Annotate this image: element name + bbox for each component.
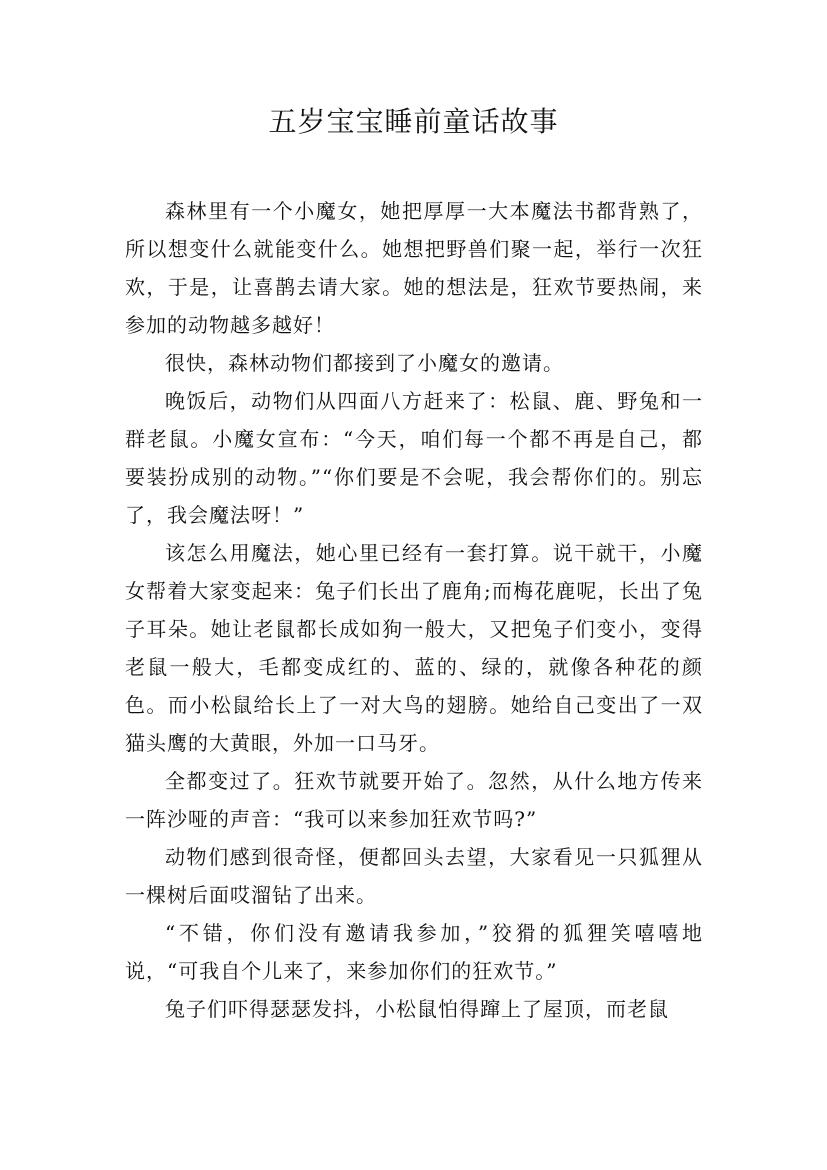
paragraph: 该怎么用魔法，她心里已经有一套打算。说干就干，小魔女帮着大家变起来：兔子们长出了鹿角;而梅花鹿呢，长出了兔子耳朵。她让老鼠都长成如狗一般大，又把兔子们变小，变得老鼠一般大，毛都变成红的、蓝的、绿的，就像各种花的颜色。而小松鼠给长上了一对大鸟的翅膀。她给自己变出了一双猫头鹰的大黄眼，外加一口马牙。 bbox=[125, 541, 703, 755]
page-title: 五岁宝宝睡前童话故事 bbox=[268, 105, 559, 138]
paragraph: 兔子们吓得瑟瑟发抖，小松鼠怕得蹿上了屋顶，而老鼠 bbox=[165, 997, 669, 1021]
paragraph: 晚饭后，动物们从四面八方赶来了：松鼠、鹿、野兔和一群老鼠。小魔女宣布：“今天，咱们每一个都不再是自己，都要装扮成别的动物。”“你们要是不会呢，我会帮你们的。别忘了，我会魔法呀！” bbox=[125, 389, 703, 527]
paragraph: 全都变过了。狂欢节就要开始了。忽然，从什么地方传来一阵沙哑的声音：“我可以来参加狂欢节吗?” bbox=[125, 769, 703, 831]
paragraph: 动物们感到很奇怪，便都回头去望，大家看见一只狐狸从一棵树后面哎溜钻了出来。 bbox=[125, 845, 703, 907]
paragraph: 很快，森林动物们都接到了小魔女的邀请。 bbox=[165, 351, 564, 375]
story-body bbox=[125, 192, 703, 1028]
paragraph: 森林里有一个小魔女，她把厚厚一大本魔法书都背熟了，所以想变什么就能变什么。她想把野兽们聚一起，举行一次狂欢，于是，让喜鹊去请大家。她的想法是，狂欢节要热闹，来参加的动物越多越好！ bbox=[125, 199, 703, 337]
paragraph: “不错，你们没有邀请我参加，”狡猾的狐狸笑嘻嘻地说，“可我自个儿来了，来参加你们的狂欢节。” bbox=[125, 921, 703, 983]
